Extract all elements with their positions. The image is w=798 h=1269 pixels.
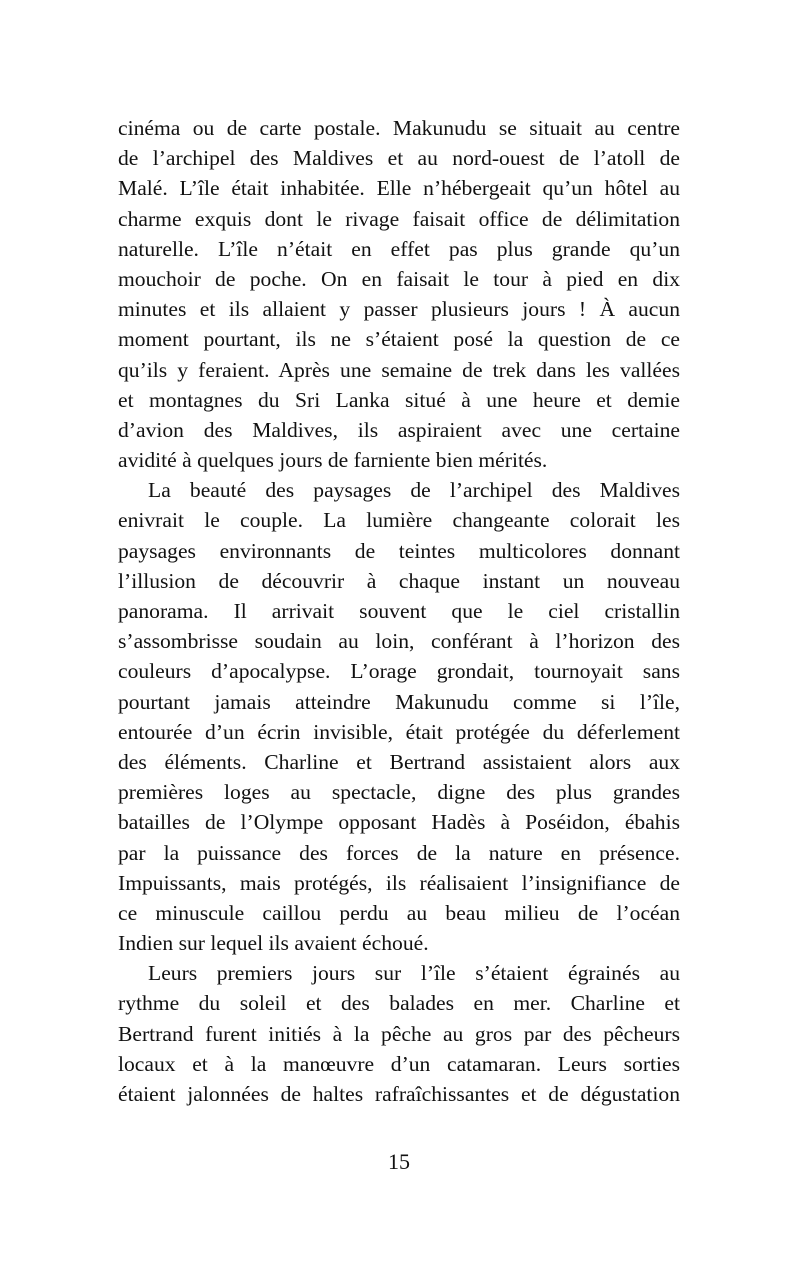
text-line: par la puissance des forces de la nature en présence.	[118, 840, 680, 865]
text-line: La beauté des paysages de l’archipel des Maldives	[148, 478, 680, 503]
text-line: Impuissants, mais protégés, ils réalisaient l’insignifiance de	[118, 870, 680, 895]
text-line: d’avion des Maldives, ils aspiraient avec une certaine	[118, 417, 680, 442]
text-line: cinéma ou de carte postale. Makunudu se situait au centre	[118, 116, 680, 140]
text-line: moment pourtant, ils ne s’étaient posé la question de ce	[118, 327, 680, 352]
text-line: locaux et à la manœuvre d’un catamaran. Leurs sorties	[118, 1051, 680, 1076]
text-line: mouchoir de poche. On en faisait le tour à pied en dix	[118, 266, 680, 291]
text-line: s’assombrisse soudain au loin, conférant à l’horizon des	[118, 629, 680, 654]
text-line: avidité à quelques jours de farniente bien mérités.	[118, 448, 548, 473]
text-line: Leurs premiers jours sur l’île s’étaient égrainés au	[148, 961, 680, 986]
text-line: paysages environnants de teintes multicolores donnant	[118, 538, 680, 563]
text-line: rythme du soleil et des balades en mer. Charline et	[118, 991, 680, 1016]
text-line: charme exquis dont le rivage faisait office de délimitation	[118, 206, 680, 231]
text-line: et montagnes du Sri Lanka situé à une heure et demie	[118, 387, 680, 412]
paragraph-1	[118, 113, 680, 475]
text-line: couleurs d’apocalypse. L’orage grondait, tournoyait sans	[118, 659, 680, 684]
text-line: étaient jalonnées de haltes rafraîchissantes et de dégustation	[118, 1082, 680, 1106]
text-line: l’illusion de découvrir à chaque instant un nouveau	[118, 568, 680, 593]
text-line: enivrait le couple. La lumière changeante colorait les	[118, 508, 680, 533]
text-line: premières loges au spectacle, digne des plus grandes	[118, 780, 680, 805]
text-line: Malé. L’île était inhabitée. Elle n’hébergeait qu’un hôtel au	[118, 176, 680, 201]
text-line: Indien sur lequel ils avaient échoué.	[118, 931, 429, 956]
text-line: batailles de l’Olympe opposant Hadès à Poséidon, ébahis	[118, 810, 680, 835]
paragraph-2	[118, 475, 680, 958]
page-number: 15	[388, 1149, 410, 1174]
paragraph-3	[118, 958, 680, 1109]
text-line: entourée d’un écrin invisible, était protégée du déferlement	[118, 719, 680, 744]
page-body	[118, 113, 680, 1109]
text-line: Bertrand furent initiés à la pêche au gros par des pêcheurs	[118, 1021, 680, 1046]
text-line: de l’archipel des Maldives et au nord-ouest de l’atoll de	[118, 146, 680, 171]
text-line: ce minuscule caillou perdu au beau milieu de l’océan	[118, 900, 680, 925]
text-line: naturelle. L’île n’était en effet pas plus grande qu’un	[118, 236, 680, 261]
text-line: pourtant jamais atteindre Makunudu comme si l’île,	[118, 689, 680, 714]
text-line: des éléments. Charline et Bertrand assistaient alors aux	[118, 749, 680, 774]
text-line: panorama. Il arrivait souvent que le ciel cristallin	[118, 599, 680, 623]
text-line: qu’ils y feraient. Après une semaine de trek dans les vallées	[118, 357, 680, 382]
text-line: minutes et ils allaient y passer plusieurs jours ! À aucun	[118, 297, 680, 322]
